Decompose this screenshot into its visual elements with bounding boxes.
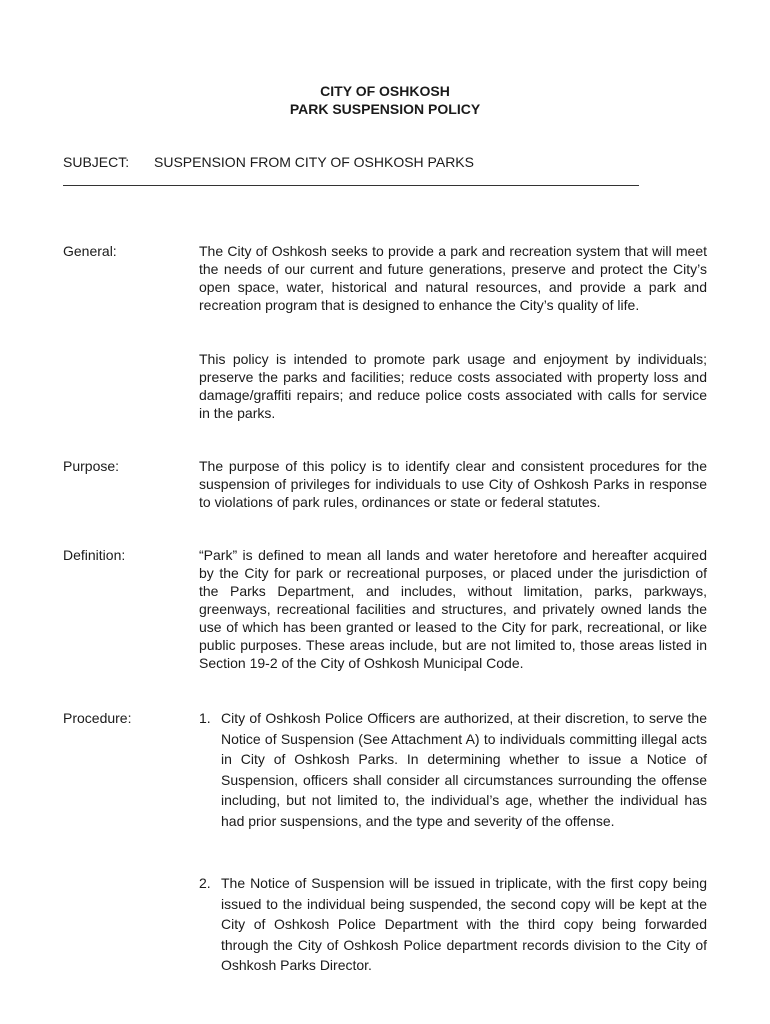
document-title-city: CITY OF OSHKOSH [320, 83, 450, 99]
section-label-general: General: [63, 243, 117, 259]
document-title-policy: PARK SUSPENSION POLICY [289, 101, 481, 117]
section-label-purpose: Purpose: [63, 458, 120, 474]
procedure-item-number: 2. [199, 875, 211, 891]
procedure-item-text: The Notice of Suspension will be issued in triplicate, with the first copy being issued to the individual being suspended, the second copy will be kept at the City of Oshkosh Police Department with the third copy being forwarded through the City of Oshkosh Police department records division to the City of Oshkosh Parks Director. [221, 875, 707, 974]
subject-value: SUSPENSION FROM CITY OF OSHKOSH PARKS [154, 154, 474, 170]
section-label-procedure: Procedure: [63, 710, 132, 726]
subject-line [63, 153, 474, 171]
purpose-paragraph: The purpose of this policy is to identify clear and consistent procedures for the suspension of privileges for individuals to use City of Oshkosh Parks in response to violations of park rules, ordinances or state or federal statutes. [199, 458, 707, 510]
subject-label: SUBJECT: [63, 154, 130, 170]
procedure-item-number: 1. [199, 710, 211, 726]
section-label-definition: Definition: [63, 547, 126, 563]
general-paragraph-2: This policy is intended to promote park usage and enjoyment by individuals; preserve the parks and facilities; reduce costs associated with property loss and damage/graffiti repairs; and reduce police costs associated with calls for service in the parks. [199, 351, 707, 421]
subject-divider [63, 185, 639, 186]
procedure-item-text: City of Oshkosh Police Officers are authorized, at their discretion, to serve the Notice of Suspension (See Attachment A) to individuals committing illegal acts in City of Oshkosh Parks. In determining whether to issue a Notice of Suspension, officers shall consider all circumstances surrounding the offense including, but not limited to, the individual’s age, whether the individual has had prior suspensions, and the type and severity of the offense. [221, 710, 707, 829]
procedure-item-1 [199, 708, 707, 832]
general-paragraph-1: The City of Oshkosh seeks to provide a park and recreation system that will meet the needs of our current and future generations, preserve and protect the City’s open space, water, historical and natural resources, and provide a park and recreation program that is designed to enhance the City’s quality of life. [199, 243, 707, 313]
definition-paragraph: “Park” is defined to mean all lands and water heretofore and hereafter acquired by the City for park or recreational purposes, or placed under the jurisdiction of the Parks Department, and includes, without limitation, parks, parkways, greenways, recreational facilities and structures, and privately owned lands the use of which has been granted or leased to the City for park, recreational, or like public purposes. These areas include, but are not limited to, those areas listed in Section 19-2 of the City of Oshkosh Municipal Code. [199, 547, 707, 671]
procedure-item-2 [199, 873, 707, 976]
